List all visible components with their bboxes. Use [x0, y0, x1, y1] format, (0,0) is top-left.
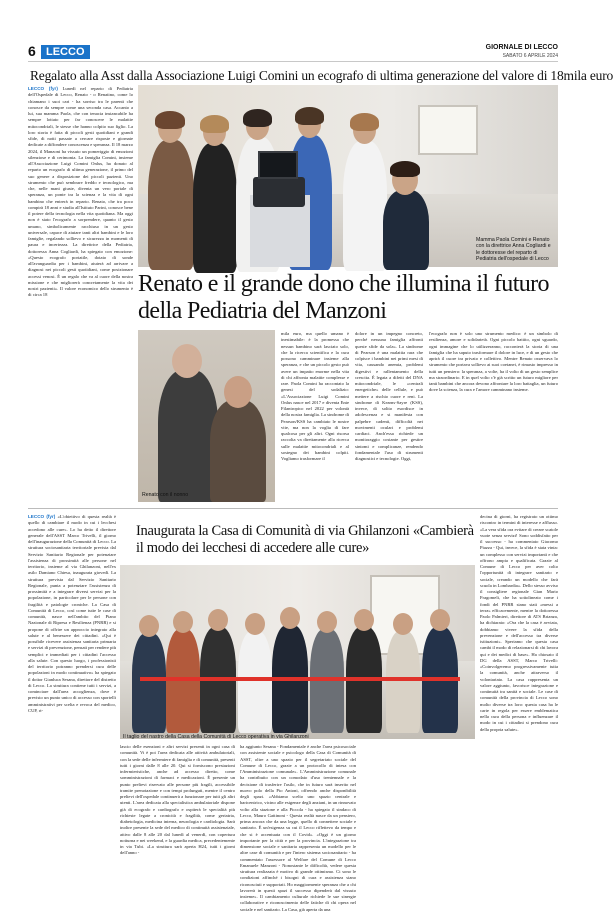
- article1-photo-caption: Mamma Paola Comini e Renato con la direttrice Anna Cogliardi e le dottoresse del reparto di Pediatria dell'ospedale di Lecco: [476, 237, 551, 262]
- article2-dateline: LECCO (fyr): [28, 514, 56, 519]
- article1-headline: Renato e il grande dono che illumina il futuro della Pediatria del Manzoni: [138, 271, 549, 324]
- article1-photo: [138, 85, 558, 267]
- article2-photo-caption: Il taglio del nastro della Casa della Comunità di Lecco operativa in via Ghilanzoni: [123, 734, 309, 740]
- article2-column-2: lascio delle esenzioni e altri servizi presenti in ogni casa di comunità. Vi è poi l'area dedicata alle attività ambulatoriali, con la sede delle infermiere di famiglia e di comunità, presenti tutti i giorni dalle 8 alle 20. Qui si forniscono prestazioni infermieristiche, anche ad accesso diretto, come somministrazioni di farmaci e medicazioni. È presente un punto prelievi riservato alle persone più fragili, accessibile tramite prenotazione e con tempi prolungati, mentre il centro prelievi dell'ospedale continuerà a funzionare per tutti gli altri utenti. L'area dedicata alla specialistica ambulatoriale dispone già di ecografo e cardiografo e ospiterà le specialità più richieste legate a cronicità e fragilità, come geriatria, diabetologia, medicina interna, neurologia e cardiologia. Sarà inoltre presente la sede del medico di continuità assistenziale, attivo dalle 8 alle 20 dal lunedì al venerdì, con copertura notturna e nei weekend, e la guardia medica, precedentemente in via Tubi. «La struttura sarà aperta H24, tutti i giorni dell'anno -: [120, 744, 235, 856]
- article1-column-3: dolore in un impegno concreto, perché nessuna famiglia affronti queste sfide da sola». La sindrome di Pearson è una malattia rara che colpisce i bambini nei primi mesi di vita, causando anemia, problemi digestivi e rallentamento della crescita. È legata a difetti del DNA mitocondriale, le «centrali energetiche» delle cellule, e può mettere a rischio cuore e reni. La sindrome di Kearns-Sayre (KSS), invece, di solito esordisce in adolescenza e si manifesta con palpebre cadenti, difficoltà nei movimenti oculari e problemi cardiaci. Anch'essa richiede un monitoraggio costante per gestire sintomi e complicanze, rendendo fondamentale l'uso di strumenti diagnostici e tecnologie. Oggi,: [355, 331, 423, 461]
- article2-column-4: decina di giorni, ha registrato un ottimo riscontro in termini di interesse e afflusso. «La vera sfida ora evitare di creare scatole vuote senza servizi! Sono soddisfatto per il successo - ha commentato Giacomo Piazza - Qui, invece, la sfida è stata vinta: un complesso con servizi importanti e che offrono ampia e qualificata. Grazie al Comune di Lecco per aver colto l'opportunità di integrare sanitario e sociale, creando un modello che farà scuola in Lombardia». Dello stesso avviso il consigliere regionale Gian Mario Fragomeli, che ha sottolineato come i fondi del PNRR siano stati «messi a terra» efficacemente, mentre la dottoressa Paolo Palmieri, direttore di ATS Brianza, ha dichiarato: «Ora che la casa è avviata, dobbiamo vivere la sfida della prevenzione e dell'accesso tra diverse istituzioni». Speriamo che questa casa cambi il modo di relazionarsi di chi lavora qui e dei medici di base». Ha chiosato il DG della ASST, Marco Trivelli: «Coinvolgeremo progressivamente tutta la comunità, anche attraverso il volontariato. La casa rappresenta un valore aggiunto, favorisce integrazione e continuità tra sanità e sociale. Le case di comunità della provincia di Lecco sono molto diverse tra loro: questa casa ha le carte in regola per essere emblematica nella cura della persona e influenzare il modo in cui i cittadini si prendono cura della propria salute».: [480, 514, 558, 732]
- page-number: 6: [28, 43, 36, 59]
- article1-photo-2-caption: Renato con il nonno: [142, 492, 189, 498]
- section-label: LECCO: [41, 45, 90, 59]
- masthead: [486, 44, 558, 60]
- article2-column-1: [28, 514, 116, 810]
- article2-col1-text: «L'obiettivo di questa realtà è quello di cambiare il modo in cui i lecchesi accedono alle cure». Lo ha detto il direttore generale dell'ASST Marco Trivelli, il giorno dell'inaugurazione della Comunità di Lecco. La struttura sociosanitaria territoriale prevista dal Servizio Sanitario Regionale per potenziare l'assistenza di prossimità alle persone nel territorio, insieme al via Ghilanzoni, nell'ex asilo Damiano Chiesa, inaugurata giovedì. La struttura prevista dal Servizio Sanitario Regionale, punta a potenziare l'assistenza di prossimità e a integrare diversi servizi per la popolazione, in particolare per le persone con fragilità e patologie croniche. La Casa di Comunità di Lecco, così come tutte le case di comunità, nasce nell'ambito del Piano Nazionale di Ripresa e Resilienza (PNRR) e si propone di offrire un approccio integrato alla salute e al benessere dei cittadini. «Qui è possibile ricevere assistenza sanitaria primaria e servizi di prevenzione, pensati per rendere più semplici e immediati per i cittadini l'accesso alla salute. Con questo luogo, i professionisti del territorio potranno prendersi cura delle popolazioni in modo continuativo» ha spiegato il dottor Gianluca Sesana, direttore del distretto di Lecco. La struttura contiene tutti i servizi, a cominciare dall'area accoglienza, dove è previsto un punto unico di accesso con sportelli amministrativi per scelta e revoca del medico, CUP, ri-: [28, 514, 117, 713]
- article-divider: [28, 508, 558, 509]
- page-header: [28, 44, 558, 62]
- article1-photo-2: [138, 330, 275, 502]
- article1-column-1: [28, 86, 133, 504]
- issue-date: SABATO 6 APRILE 2024: [502, 53, 558, 59]
- article1-column-4: l'ecografo non è solo uno strumento medico: è un simbolo di resilienza, amore e solidarietà. Ogni piccolo battito, ogni sguardo, ogni immagine che lo utilizzeranno, racconterà la storia di una famiglia che ha saputo trasformare il dolore in luce, e di un gesto che aprirà il cuore tra privato e collettivo. Mentre Renato osservava lo strumento che portava sollievo ai suoi coetanei, è rimasto impresso in tutti un pensiero: la speranza, a volte, ha il volto di un gesto semplice ma straordinario. E in quel volto c'è già scritto un futuro migliore per tanti bambini che ancora devono affrontare la loro battaglia, un futuro dove la scienza, la cura e l'amore camminano insieme.: [429, 331, 558, 393]
- article2-headline: Inaugurata la Casa di Comunità di via Ghilanzoni «Cambierà il modo dei lecchesi di accedere alle cure»: [136, 523, 474, 556]
- article2-column-3: ha aggiunto Sesana - Fondamentale è anche l'area psicosociale con assistente sociale e psicologo della Casa di Comunità di ASST, oltre a uno spazio per il segretariato sociale del Comune di Lecco, grazie a un protocollo di intesa con l'Amministrazione comunale». L'Amministrazione comunale ha contribuito con un comodato d'uso trentennale e la decisione di trasferire l'asilo, che in futuro sarà inserito nel nuovo polo della Pio Antoni, offrendo anche disponibilità degli spazi. «Abbiamo scelto uno spazio centrale e baricentrico, vicino alle esigenze degli anziani, in un rinnovato volto alla stazione e alla Piccola - ha spiegato il sindaco di Lecco, Mauro Gattinoni - Questa realtà nasce da un pensiero, prima ancora che da una legge, quello di connettere sociale e sanitario. È un'esigenza su cui il Lecco riflettevo da tempo e che si è accentuata con il Covid». «Oggi è un giorno importante per la città e per la provincia. L'integrazione tra dimensione sociale e sanitaria rappresenta un modello per le altre case di comunità e per l'intero sistema sociosanitario - ha commentato l'assessore al Welfare del Comune di Lecco Emanuele Manzoni - Nonostante le difficoltà, vedere questa struttura realizzata è motivo di grande ottimismo. Ci sono le condizioni affinché i bisogni di cura e assistenza siano riconosciuti e supportati. Ho maggiormente speranza che a chi lavorerà in questi spazi il successo dipenderà dal vissuto insieme». Il cambiamento culturale richiede le sue sinergie collaborative e riconoscimento delle fatiche di chi opera nel sociale e nel sanitario. La Casa, già aperta da una: [240, 744, 356, 912]
- article2-photo: [120, 565, 475, 739]
- masthead-title: GIORNALE DI LECCO: [485, 44, 558, 51]
- article1-dateline: LECCO (fyr): [28, 86, 58, 91]
- article1-kicker: Regalato alla Asst dalla Associazione Luigi Comini un ecografo di ultima generazione del valore di 18mila euro: [30, 68, 613, 83]
- article1-column-2: mila euro, ma quello umano è inestimabile: è la promessa che nessun bambino sarà lasciato solo, che la ricerca scientifica e la cura possono camminare insieme alla speranza, e che un piccolo gesto può avere un impatto enorme nella vita di chi affronta malattie complesse e rare. Paola Comini ha raccontato la genesi del sodalizio: «L'Associazione Luigi Comini Onlus nasce nel 2017 e diventa Ente Filantropico nel 2022 per volontà della nostra famiglia. La sindrome di Pearson/KSS ha cambiato le nostre vite, ma non la voglia di fare qualcosa per gli altri. Ogni risorsa raccolta va direttamente alla ricerca sulle malattie mitocondriali e al sostegno dei bambini colpiti. Vogliamo trasformare il: [281, 331, 349, 461]
- article1-col1-text: Lunedì nel reparto di Pediatria dell'Ospedale di Lecco, Renato - o Renatino, come lo chiamano i suoi cari - ha sorriso tra le parenti che conosce da sempre come una seconda casa. Accanto a lui, sua mamma Paola, che con tenacia instancabile ha sempre lottato per far conoscere le malattie mitocondriali, le stesse che hanno colpito suo figlio. La loro storia è fatta di piccoli gesti quotidiani e grandi sfide, di notti passate a cercare risposte e giornate dedicate a diffondere conoscenza e speranza. Il 18 marzo 2024, il Manzoni ha vissuto un pomeriggio di emozioni silenziose e di cerimonia. La famiglia Comini, insieme all'Associazione Luigi Comini Onlus, ha donato al reparto un ecografo di ultima generazione, il primo del suo genere a disposizione dei piccoli pazienti. Uno strumento che può sembrare freddo e tecnologico, ma che, nelle mani giuste, diventa un vero portale di speranza, un ponte tra la scienza e la vita di ogni bambino che entrerà in reparto. Renato, che tra poco compirà 18 anni e studia all'Istituto Parini, conosce bene il potere della tecnologia nella vita quotidiana. Ma oggi non è stato l'ecografo a sorprendere, quanto il gesto umano, simbolicamente racchiuso in un gesto universale, capace di aiutare tanti altri bambini e le loro famiglie, regalando sollievo e sicurezza in momenti di paura e incertezza. La direttrice della Pediatria, dottoressa Anna Cogliardi, ha spiegato con emozione: «Questo ecografo portatile, dotato di sonde all'avanguardia per i bambini, aiuterà ad arrivare a diagnosi nei piccoli gesti quotidiani, come posizionare accessi venosi. È un regalo che va al cuore della nostra missione e che migliorerà concretamente la vita dei nostri pazienti». Il valore economico dello strumento è di circa 18: [28, 86, 133, 298]
